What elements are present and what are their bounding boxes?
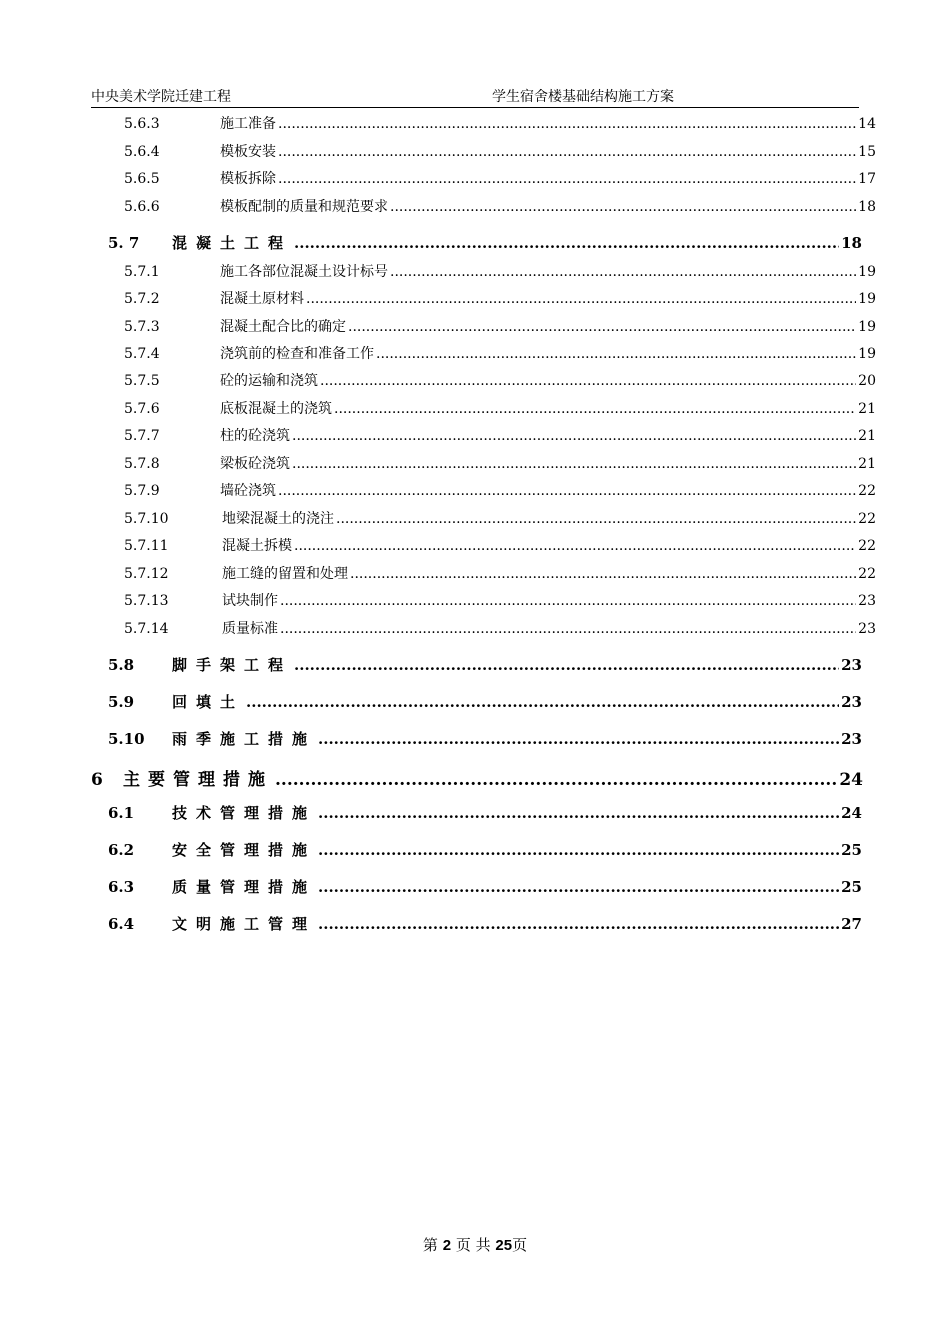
toc-entry-title: 模板配制的质量和规范要求 bbox=[220, 199, 388, 215]
toc-leader-dots bbox=[350, 566, 856, 582]
toc-leader-dots bbox=[294, 538, 856, 554]
toc-entry-number: 5.8 bbox=[108, 656, 135, 674]
toc-entry-number: 5.6.3 bbox=[124, 116, 160, 132]
toc-leader-dots bbox=[294, 234, 839, 252]
toc-entry[interactable] bbox=[124, 343, 876, 363]
toc-leader-dots bbox=[278, 483, 856, 499]
toc-leader-dots bbox=[280, 621, 856, 637]
toc-entry-title: 安全管理措施 bbox=[172, 841, 317, 859]
toc-entry[interactable] bbox=[124, 590, 876, 610]
footer-middle: 页 共 bbox=[455, 1236, 491, 1254]
toc-entry-page: 14 bbox=[858, 116, 876, 132]
toc-entry-number: 5.6.4 bbox=[124, 144, 160, 160]
toc-entry[interactable] bbox=[108, 654, 862, 675]
toc-entry-page: 19 bbox=[858, 346, 876, 362]
toc-entry[interactable] bbox=[124, 535, 876, 555]
toc-entry-title: 技术管理措施 bbox=[172, 804, 317, 822]
header-project-name: 中央美术学院迁建工程 bbox=[91, 89, 231, 105]
toc-entry-number: 6.4 bbox=[108, 915, 135, 933]
header-document-title: 学生宿舍楼基础结构施工方案 bbox=[492, 89, 674, 105]
toc-entry-title: 文明施工管理 bbox=[172, 915, 317, 933]
toc-entry-title: 模板拆除 bbox=[220, 171, 276, 187]
footer-current-page: 2 bbox=[442, 1237, 452, 1254]
toc-entry-page: 25 bbox=[841, 841, 862, 859]
toc-entry-title: 梁板砼浇筑 bbox=[220, 456, 290, 472]
toc-entry[interactable] bbox=[124, 425, 876, 445]
toc-entry[interactable] bbox=[124, 288, 876, 308]
footer-suffix: 页 bbox=[512, 1236, 528, 1254]
toc-entry-page: 22 bbox=[858, 538, 876, 554]
toc-entry-page: 24 bbox=[839, 770, 863, 790]
toc-entry[interactable] bbox=[124, 480, 876, 500]
toc-entry-page: 21 bbox=[858, 456, 876, 472]
toc-leader-dots bbox=[318, 878, 839, 896]
toc-entry-page: 23 bbox=[841, 693, 862, 711]
footer-total-pages: 25 bbox=[495, 1237, 513, 1254]
toc-entry-page: 23 bbox=[858, 593, 876, 609]
toc-leader-dots bbox=[278, 116, 856, 132]
toc-entry-title: 地梁混凝土的浇注 bbox=[222, 511, 334, 527]
toc-entry[interactable] bbox=[108, 839, 862, 860]
toc-leader-dots bbox=[318, 915, 839, 933]
toc-entry-title: 施工准备 bbox=[220, 116, 276, 132]
toc-entry-title: 浇筑前的检查和准备工作 bbox=[220, 346, 374, 362]
toc-entry-title: 柱的砼浇筑 bbox=[220, 428, 290, 444]
toc-entry-number: 5.7.5 bbox=[124, 373, 160, 389]
toc-entry-title: 脚手架工程 bbox=[172, 656, 293, 674]
toc-entry-number: 5.7.6 bbox=[124, 401, 160, 417]
toc-leader-dots bbox=[292, 428, 856, 444]
toc-leader-dots bbox=[318, 804, 839, 822]
toc-entry-number: 5.7.9 bbox=[124, 483, 160, 499]
toc-leader-dots bbox=[318, 841, 839, 859]
toc-entry-title: 混凝土拆模 bbox=[222, 538, 292, 554]
toc-entry-number: 5.7.7 bbox=[124, 428, 160, 444]
page-footer bbox=[0, 1234, 950, 1255]
toc-leader-dots bbox=[294, 656, 839, 674]
toc-entry-number: 5.7.13 bbox=[124, 593, 169, 609]
toc-entry[interactable] bbox=[108, 691, 862, 712]
toc-entry-number: 5.7.14 bbox=[124, 621, 169, 637]
footer-prefix: 第 bbox=[422, 1236, 438, 1254]
toc-entry-page: 18 bbox=[858, 199, 876, 215]
toc-entry-title: 混凝土工程 bbox=[172, 234, 293, 252]
toc-entry-number: 5.7.12 bbox=[124, 566, 169, 582]
toc-entry-page: 22 bbox=[858, 483, 876, 499]
toc-entry-number: 5.7.1 bbox=[124, 264, 160, 280]
toc-entry-number: 5.6.5 bbox=[124, 171, 160, 187]
toc-entry[interactable] bbox=[124, 316, 876, 336]
toc-entry-page: 19 bbox=[858, 291, 876, 307]
toc-entry-page: 18 bbox=[841, 234, 862, 252]
toc-entry-page: 23 bbox=[841, 656, 862, 674]
toc-entry-number: 5.7.4 bbox=[124, 346, 160, 362]
toc-entry-title: 砼的运输和浇筑 bbox=[220, 373, 318, 389]
toc-entry-number: 5.7.10 bbox=[124, 511, 169, 527]
toc-entry[interactable] bbox=[124, 168, 876, 188]
toc-leader-dots bbox=[280, 593, 856, 609]
toc-entry-number: 5.7.3 bbox=[124, 319, 160, 335]
toc-entry-title: 混凝土配合比的确定 bbox=[220, 319, 346, 335]
toc-entry-number: 6.1 bbox=[108, 804, 135, 822]
toc-entry-number: 6.2 bbox=[108, 841, 135, 859]
toc-entry-page: 20 bbox=[858, 373, 876, 389]
toc-entry[interactable] bbox=[124, 370, 876, 390]
toc-entry-page: 21 bbox=[858, 428, 876, 444]
toc-leader-dots bbox=[376, 346, 856, 362]
toc-entry-page: 22 bbox=[858, 566, 876, 582]
toc-entry[interactable] bbox=[108, 232, 862, 253]
toc-leader-dots bbox=[292, 456, 856, 472]
toc-entry-page: 21 bbox=[858, 401, 876, 417]
toc-entry-page: 23 bbox=[858, 621, 876, 637]
toc-entry-title: 质量标准 bbox=[222, 621, 278, 637]
toc-leader-dots bbox=[390, 264, 856, 280]
toc-entry-title: 施工缝的留置和处理 bbox=[222, 566, 348, 582]
toc-leader-dots bbox=[275, 770, 837, 790]
toc-leader-dots bbox=[320, 373, 856, 389]
toc-entry-number: 5.7.11 bbox=[124, 538, 169, 554]
toc-leader-dots bbox=[246, 693, 839, 711]
toc-entry-page: 25 bbox=[841, 878, 862, 896]
toc-leader-dots bbox=[390, 199, 856, 215]
toc-entry-page: 22 bbox=[858, 511, 876, 527]
toc-entry-title: 雨季施工措施 bbox=[172, 730, 317, 748]
toc-entry[interactable] bbox=[124, 508, 876, 528]
toc-leader-dots bbox=[336, 511, 856, 527]
toc-entry-title: 质量管理措施 bbox=[172, 878, 317, 896]
toc-entry[interactable] bbox=[108, 802, 862, 823]
toc-entry[interactable] bbox=[108, 913, 862, 934]
toc-entry-number: 5.9 bbox=[108, 693, 135, 711]
toc-entry[interactable] bbox=[108, 728, 862, 749]
toc-entry[interactable] bbox=[91, 765, 863, 790]
toc-entry-number: 5.7.2 bbox=[124, 291, 160, 307]
toc-entry-number: 5.6.6 bbox=[124, 199, 160, 215]
toc-entry-page: 19 bbox=[858, 319, 876, 335]
toc-entry-title: 底板混凝土的浇筑 bbox=[220, 401, 332, 417]
toc-leader-dots bbox=[318, 730, 839, 748]
toc-leader-dots bbox=[348, 319, 856, 335]
toc-entry[interactable] bbox=[124, 563, 876, 583]
toc-leader-dots bbox=[278, 144, 856, 160]
toc-entry-page: 27 bbox=[841, 915, 862, 933]
toc-entry-page: 19 bbox=[858, 264, 876, 280]
toc-entry-number: 6 bbox=[91, 770, 103, 790]
toc-entry-page: 17 bbox=[858, 171, 876, 187]
toc-entry-number: 5.10 bbox=[108, 730, 145, 748]
toc-entry-title: 回填土 bbox=[172, 693, 245, 711]
toc-entry[interactable] bbox=[124, 196, 876, 216]
toc-entry[interactable] bbox=[124, 141, 876, 161]
toc-entry-number: 5.7.8 bbox=[124, 456, 160, 472]
toc-entry[interactable] bbox=[124, 113, 876, 133]
toc-entry-title: 施工各部位混凝土设计标号 bbox=[220, 264, 388, 280]
toc-leader-dots bbox=[306, 291, 856, 307]
toc-leader-dots bbox=[278, 171, 856, 187]
toc-entry-number: 6.3 bbox=[108, 878, 135, 896]
page-header bbox=[91, 88, 859, 108]
toc-entry[interactable] bbox=[124, 261, 876, 281]
toc-entry-title: 模板安装 bbox=[220, 144, 276, 160]
toc-entry[interactable] bbox=[124, 398, 876, 418]
toc-entry-number: 5. 7 bbox=[108, 234, 140, 252]
toc-entry-title: 混凝土原材料 bbox=[220, 291, 304, 307]
toc-entry[interactable] bbox=[124, 618, 876, 638]
toc-entry-title: 试块制作 bbox=[222, 593, 278, 609]
toc-entry[interactable] bbox=[108, 876, 862, 897]
toc-entry-page: 15 bbox=[858, 144, 876, 160]
toc-entry-page: 23 bbox=[841, 730, 862, 748]
toc-leader-dots bbox=[334, 401, 856, 417]
toc-entry-title: 墙砼浇筑 bbox=[220, 483, 276, 499]
toc-entry[interactable] bbox=[124, 453, 876, 473]
toc-entry-title: 主要管理措施 bbox=[123, 770, 273, 790]
toc-entry-page: 24 bbox=[841, 804, 862, 822]
